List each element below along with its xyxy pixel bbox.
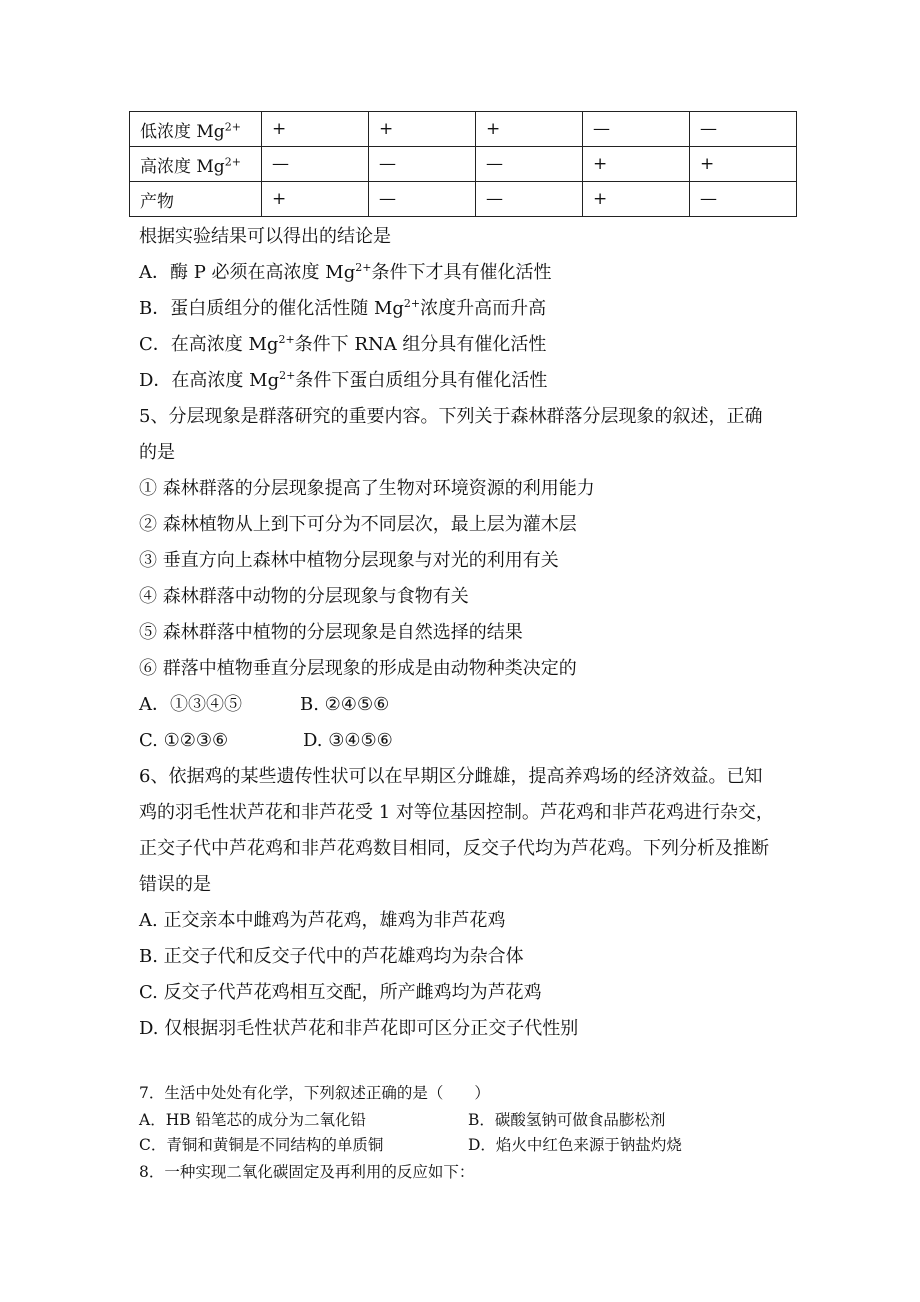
table-row [130, 182, 797, 217]
q5-item: ① 森林群落的分层现象提高了生物对环境资源的利用能力 [139, 478, 595, 499]
q5-item: ② 森林植物从上到下可分为不同层次，最上层为灌木层 [139, 514, 577, 535]
q6-option-d: D. 仅根据羽毛性状芦花和非芦花即可区分正交子代性别 [139, 1018, 579, 1039]
q6-option-a: A. 正交亲本中雌鸡为芦花鸡，雄鸡为非芦花鸡 [139, 910, 506, 931]
q7-stem: 7．生活中处处有化学，下列叙述正确的是（ ） [139, 1084, 490, 1102]
q7-option-b: B．碳酸氢钠可做食品膨松剂 [468, 1111, 666, 1129]
q6-stem-line: 鸡的羽毛性状芦花和非芦花受 1 对等位基因控制。芦花鸡和非芦花鸡进行杂交， [139, 802, 774, 823]
q7-option-c: C．青铜和黄铜是不同结构的单质铜 [139, 1136, 384, 1154]
table-cell: + [583, 182, 690, 217]
table-cell: — [369, 182, 476, 217]
row-header: 低浓度 $Mg^{2+}$ [130, 112, 262, 147]
q8-stem: 8．一种实现二氧化碳固定及再利用的反应如下： [139, 1163, 475, 1181]
q6-option-c: C. 反交子代芦花鸡相互交配，所产雌鸡均为芦花鸡 [139, 982, 542, 1003]
q4-stem: 根据实验结果可以得出的结论是 [139, 226, 391, 247]
table-cell: — [476, 147, 583, 182]
table-row [130, 147, 797, 182]
q5-item: ④ 森林群落中动物的分层现象与食物有关 [139, 586, 469, 607]
q5-option-c: C. ①②③⑥ [139, 730, 229, 751]
q7-option-d: D．焰火中红色来源于钠盐灼烧 [468, 1136, 682, 1154]
row-header: 产物 [130, 182, 262, 217]
q5-item: ⑥ 群落中植物垂直分层现象的形成是由动物种类决定的 [139, 658, 577, 679]
table-cell: + [583, 147, 690, 182]
q5-stem-line1: 5、分层现象是群落研究的重要内容。下列关于森林群落分层现象的叙述，正确 [139, 406, 763, 427]
q5-option-d: D. ③④⑤⑥ [303, 730, 393, 751]
table-cell: + [262, 112, 369, 147]
q5-option-b: B. ②④⑤⑥ [300, 694, 390, 715]
q5-stem-line2: 的是 [139, 442, 175, 463]
table-cell: — [262, 147, 369, 182]
table-cell: + [262, 182, 369, 217]
table-cell: — [690, 182, 797, 217]
table-cell: + [369, 112, 476, 147]
experiment-table [129, 111, 797, 217]
q6-option-b: B. 正交子代和反交子代中的芦花雄鸡均为杂合体 [139, 946, 524, 967]
q6-stem-line: 错误的是 [139, 874, 211, 895]
q5-item: ⑤ 森林群落中植物的分层现象是自然选择的结果 [139, 622, 523, 643]
q4-option-d: D．在高浓度 $Mg^{2+}$条件下蛋白质组分具有催化活性 [139, 369, 548, 391]
table-cell: — [690, 112, 797, 147]
q6-stem-line: 6、依据鸡的某些遗传性状可以在早期区分雌雄，提高养鸡场的经济效益。已知 [139, 766, 763, 787]
table-cell: — [369, 147, 476, 182]
q4-option-b: B．蛋白质组分的催化活性随 $Mg^{2+}$浓度升高而升高 [139, 297, 547, 319]
q5-option-a: A．①③④⑤ [139, 694, 242, 715]
q7-option-a: A．HB 铅笔芯的成分为二氧化铅 [139, 1111, 367, 1129]
q5-item: ③ 垂直方向上森林中植物分层现象与对光的利用有关 [139, 550, 559, 571]
q4-option-c: C．在高浓度 $Mg^{2+}$条件下 RNA 组分具有催化活性 [139, 333, 547, 355]
row-header: 高浓度 $Mg^{2+}$ [130, 147, 262, 182]
q4-option-a: A．酶 P 必须在高浓度 $Mg^{2+}$条件下才具有催化活性 [139, 261, 552, 283]
q6-stem-line: 正交子代中芦花鸡和非芦花鸡数目相同，反交子代均为芦花鸡。下列分析及推断 [139, 838, 769, 859]
table-cell: + [690, 147, 797, 182]
table-row [130, 112, 797, 147]
table-cell: — [583, 112, 690, 147]
table-cell: + [476, 112, 583, 147]
table-cell: — [476, 182, 583, 217]
